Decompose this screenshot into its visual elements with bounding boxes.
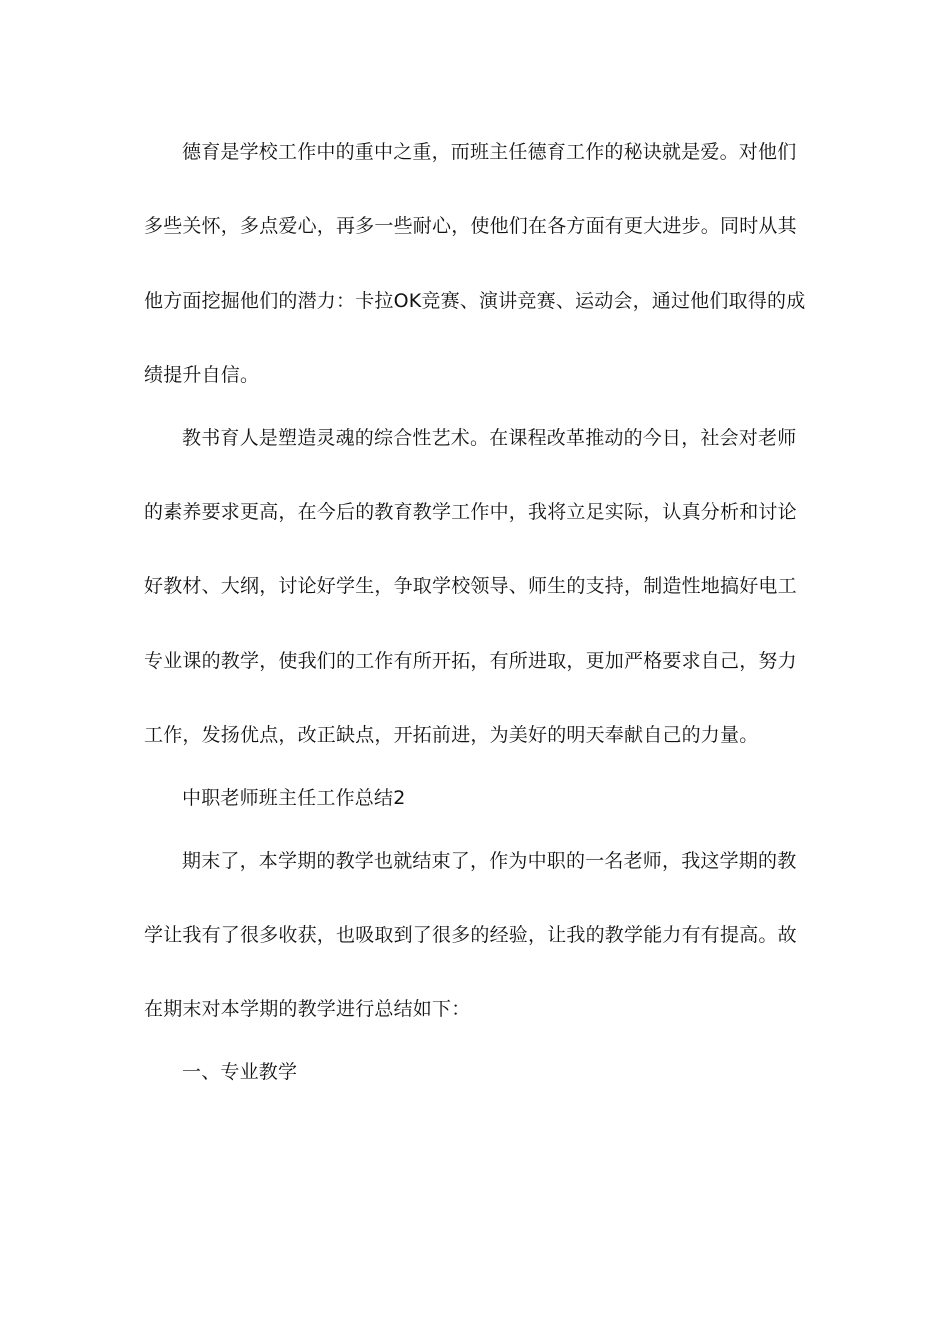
paragraph-1-line-4: 绩提升自信。: [144, 364, 260, 386]
paragraph-2-line-4: 专业课的教学，使我们的工作有所开拓，有所进取，更加严格要求自己，努力: [144, 650, 797, 672]
subheading: 一、专业教学: [182, 1061, 298, 1083]
paragraph-3-line-3: 在期末对本学期的教学进行总结如下：: [144, 998, 471, 1020]
paragraph-2-line-5: 工作，发扬优点，改正缺点，开拓前进，为美好的明天奉献自己的力量。: [144, 724, 759, 746]
paragraph-1-line-3: 他方面挖掘他们的潜力：卡拉OK竞赛、演讲竞赛、运动会，通过他们取得的成: [144, 290, 806, 312]
paragraph-3-line-1: 期末了，本学期的教学也就结束了，作为中职的一名老师，我这学期的教: [182, 850, 797, 872]
paragraph-3-line-2: 学让我有了很多收获，也吸取到了很多的经验，让我的教学能力有有提高。故: [144, 924, 797, 946]
paragraph-2-line-3: 好教材、大纲，讨论好学生，争取学校领导、师生的支持，制造性地搞好电工: [144, 575, 797, 597]
section-title: 中职老师班主任工作总结2: [182, 787, 406, 809]
paragraph-2-line-2: 的素养要求更高，在今后的教育教学工作中，我将立足实际，认真分析和讨论: [144, 501, 797, 523]
paragraph-1-line-1: 德育是学校工作中的重中之重，而班主任德育工作的秘诀就是爱。对他们: [182, 141, 797, 163]
paragraph-2-line-1: 教书育人是塑造灵魂的综合性艺术。在课程改革推动的今日，社会对老师: [182, 427, 797, 449]
paragraph-1-line-2: 多些关怀，多点爱心，再多一些耐心，使他们在各方面有更大进步。同时从其: [144, 215, 797, 237]
